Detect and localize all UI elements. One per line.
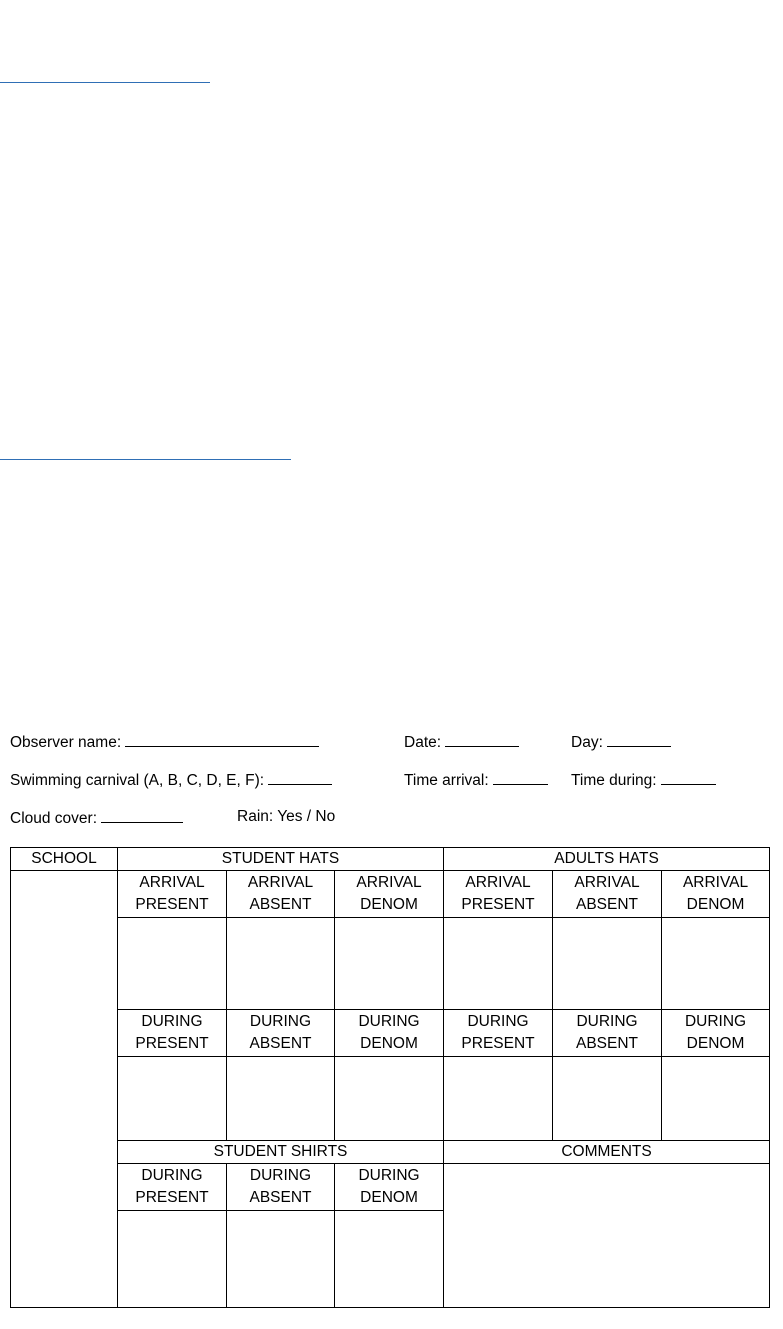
time-arrival-field xyxy=(404,770,548,790)
comments-header: COMMENTS xyxy=(444,1141,770,1164)
cloud-cover-blank[interactable] xyxy=(101,808,183,823)
adults-hats-header: ADULTS HATS xyxy=(444,848,770,871)
rain-field xyxy=(237,808,335,826)
comments-cell[interactable] xyxy=(444,1164,770,1308)
adult-arrival-absent-label: ARRIVAL ABSENT xyxy=(553,871,662,918)
student-shirts-header: STUDENT SHIRTS xyxy=(118,1141,444,1164)
student-arrival-denom-label: ARRIVAL DENOM xyxy=(335,871,444,918)
adult-during-denom-cell[interactable] xyxy=(662,1057,770,1141)
time-arrival-blank[interactable] xyxy=(493,770,548,785)
school-header: SCHOOL xyxy=(11,848,118,871)
adult-during-present-label: DURING PRESENT xyxy=(444,1010,553,1057)
adult-arrival-denom-label: ARRIVAL DENOM xyxy=(662,871,770,918)
rain-label: Rain: Yes / No xyxy=(237,808,336,825)
shirt-during-absent-cell[interactable] xyxy=(227,1211,335,1308)
adult-during-absent-cell[interactable] xyxy=(553,1057,662,1141)
date-label: Date: xyxy=(404,734,442,751)
day-blank[interactable] xyxy=(607,732,671,747)
observer-name-label: Observer name: xyxy=(10,734,122,751)
shirt-during-present-cell[interactable] xyxy=(118,1211,227,1308)
student-during-denom-cell[interactable] xyxy=(335,1057,444,1141)
hyperlink-underline xyxy=(0,459,291,460)
day-label: Day: xyxy=(571,734,603,751)
student-during-present-cell[interactable] xyxy=(118,1057,227,1141)
hyperlink-underline xyxy=(0,82,210,83)
time-during-field xyxy=(571,770,716,790)
shirt-during-present-label: DURING PRESENT xyxy=(118,1164,227,1211)
shirt-during-denom-label: DURING DENOM xyxy=(335,1164,444,1211)
carnival-label: Swimming carnival (A, B, C, D, E, F): xyxy=(10,772,265,789)
shirt-during-denom-cell[interactable] xyxy=(335,1211,444,1308)
shirt-during-absent-label: DURING ABSENT xyxy=(227,1164,335,1211)
observer-name-field xyxy=(10,732,319,752)
adult-during-absent-label: DURING ABSENT xyxy=(553,1010,662,1057)
adult-during-denom-label: DURING DENOM xyxy=(662,1010,770,1057)
student-arrival-absent-cell[interactable] xyxy=(227,918,335,1010)
carnival-field xyxy=(10,770,332,790)
student-arrival-absent-label: ARRIVAL ABSENT xyxy=(227,871,335,918)
time-arrival-label: Time arrival: xyxy=(404,772,489,789)
adult-arrival-absent-cell[interactable] xyxy=(553,918,662,1010)
date-field xyxy=(404,732,519,752)
student-hats-header: STUDENT HATS xyxy=(118,848,444,871)
student-during-denom-label: DURING DENOM xyxy=(335,1010,444,1057)
adult-arrival-present-cell[interactable] xyxy=(444,918,553,1010)
time-during-label: Time during: xyxy=(571,772,657,789)
cloud-cover-field xyxy=(10,808,183,828)
student-during-absent-label: DURING ABSENT xyxy=(227,1010,335,1057)
day-field xyxy=(571,732,671,752)
student-during-present-label: DURING PRESENT xyxy=(118,1010,227,1057)
carnival-blank[interactable] xyxy=(268,770,332,785)
adult-during-present-cell[interactable] xyxy=(444,1057,553,1141)
date-blank[interactable] xyxy=(445,732,519,747)
time-during-blank[interactable] xyxy=(661,770,716,785)
cloud-cover-label: Cloud cover: xyxy=(10,810,98,827)
school-cell[interactable] xyxy=(11,871,118,1308)
student-arrival-denom-cell[interactable] xyxy=(335,918,444,1010)
observer-name-blank[interactable] xyxy=(125,732,319,747)
observation-table xyxy=(10,847,770,1308)
student-arrival-present-cell[interactable] xyxy=(118,918,227,1010)
student-during-absent-cell[interactable] xyxy=(227,1057,335,1141)
adult-arrival-denom-cell[interactable] xyxy=(662,918,770,1010)
adult-arrival-present-label: ARRIVAL PRESENT xyxy=(444,871,553,918)
student-arrival-present-label: ARRIVAL PRESENT xyxy=(118,871,227,918)
